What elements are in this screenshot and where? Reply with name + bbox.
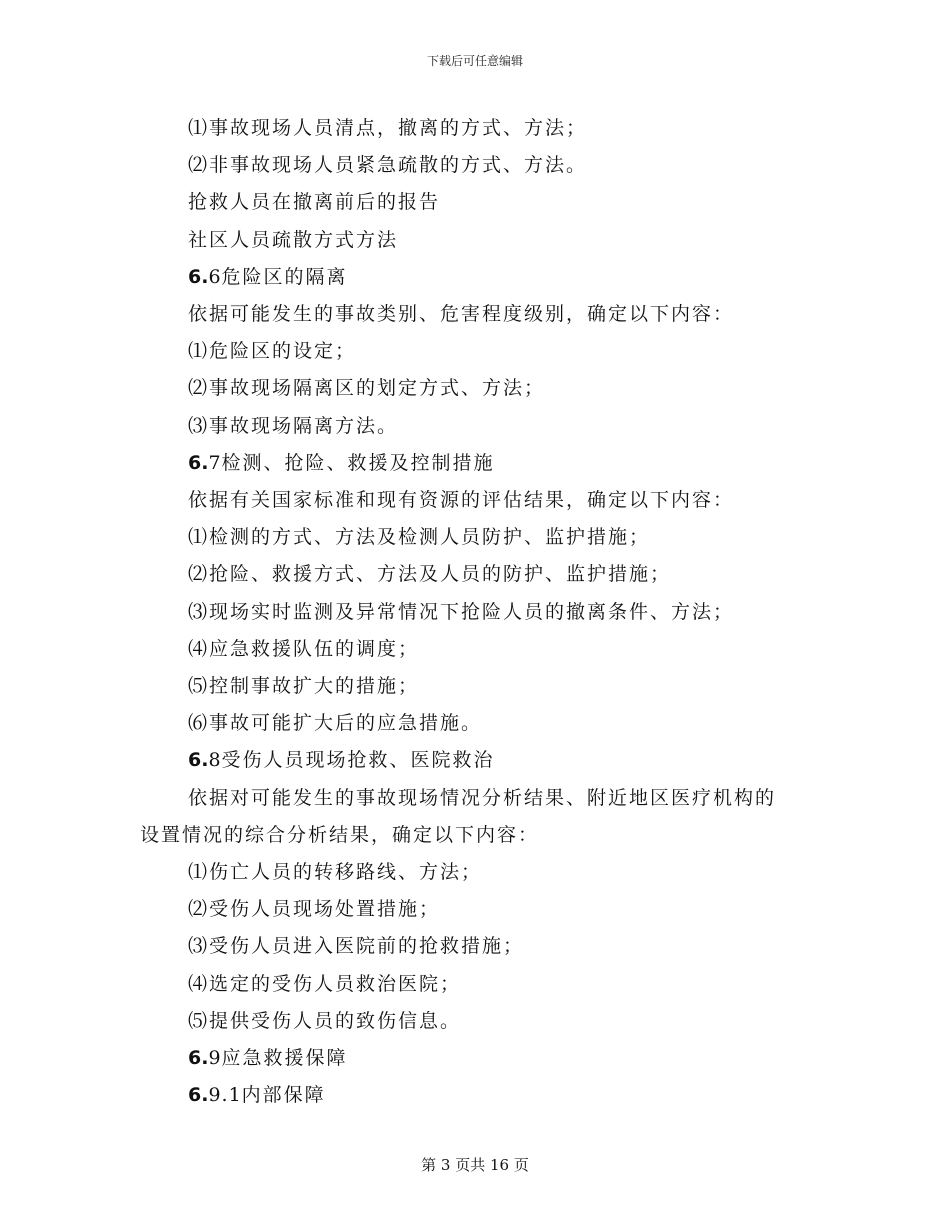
section-number: 7 — [208, 451, 222, 474]
paragraph-line: 设置情况的综合分析结果，确定以下内容： — [140, 823, 540, 846]
section-title: 检测、抢险、救援及控制措施 — [221, 451, 495, 474]
section-heading — [188, 742, 495, 778]
section-heading — [188, 1077, 326, 1113]
list-item: ⑸提供受伤人员的致伤信息。 — [188, 1009, 462, 1032]
list-item: ⑴事故现场人员清点，撤离的方式、方法； — [188, 117, 588, 139]
list-item: ⑵事故现场隔离区的划定方式、方法； — [188, 377, 546, 400]
list-item: ⑵受伤人员现场处置措施； — [188, 898, 441, 921]
paragraph-line: 社区人员疏散方式方法 — [188, 228, 399, 251]
section-title: 危险区的隔离 — [221, 265, 348, 288]
section-title: 受伤人员现场抢救、医院救治 — [221, 749, 495, 772]
page-header: 下载后可任意编辑 — [426, 54, 523, 68]
list-item: ⑷选定的受伤人员救治医院； — [188, 972, 462, 995]
paragraph-line: 依据对可能发生的事故现场情况分析结果、附近地区医疗机构的 — [188, 786, 777, 809]
section-heading — [188, 1040, 348, 1076]
list-item: ⑶现场实时监测及异常情况下抢险人员的撤离条件、方法； — [188, 600, 735, 623]
list-item: ⑶受伤人员进入医院前的抢救措施； — [188, 935, 525, 958]
list-item: ⑸控制事故扩大的措施； — [188, 675, 420, 697]
paragraph-line: 依据有关国家标准和现有资源的评估结果，确定以下内容： — [188, 489, 735, 511]
list-item: ⑶事故现场隔离方法。 — [188, 414, 399, 437]
section-number-prefix: 6. — [188, 265, 209, 288]
list-item: ⑹事故可能扩大后的应急措施。 — [188, 712, 483, 735]
section-number: 9 — [208, 1047, 222, 1069]
list-item: ⑷应急救援队伍的调度； — [188, 637, 420, 660]
paragraph-line: 抢救人员在撤离前后的报告 — [188, 191, 441, 214]
section-number: 6 — [208, 265, 222, 288]
list-item: ⑵非事故现场人员紧急疏散的方式、方法。 — [188, 154, 588, 177]
paragraph-line: 依据可能发生的事故类别、危害程度级别，确定以下内容： — [188, 303, 735, 325]
page-footer: 第 3 页共 16 页 — [421, 1156, 529, 1174]
section-heading — [188, 445, 495, 481]
section-number: 9.1 — [208, 1084, 242, 1107]
section-title: 内部保障 — [241, 1084, 326, 1107]
section-heading — [188, 259, 348, 295]
section-number-prefix: 6. — [188, 749, 209, 772]
list-item: ⑴危险区的设定； — [188, 340, 357, 363]
section-number-prefix: 6. — [188, 1047, 209, 1069]
list-item: ⑴检测的方式、方法及检测人员防护、监护措施； — [188, 526, 651, 549]
list-item: ⑴伤亡人员的转移路线、方法； — [188, 861, 483, 883]
section-number-prefix: 6. — [188, 451, 209, 474]
section-number-prefix: 6. — [188, 1084, 209, 1107]
section-number: 8 — [208, 749, 222, 772]
list-item: ⑵抢险、救援方式、方法及人员的防护、监护措施； — [188, 563, 672, 586]
section-title: 应急救援保障 — [221, 1047, 348, 1069]
